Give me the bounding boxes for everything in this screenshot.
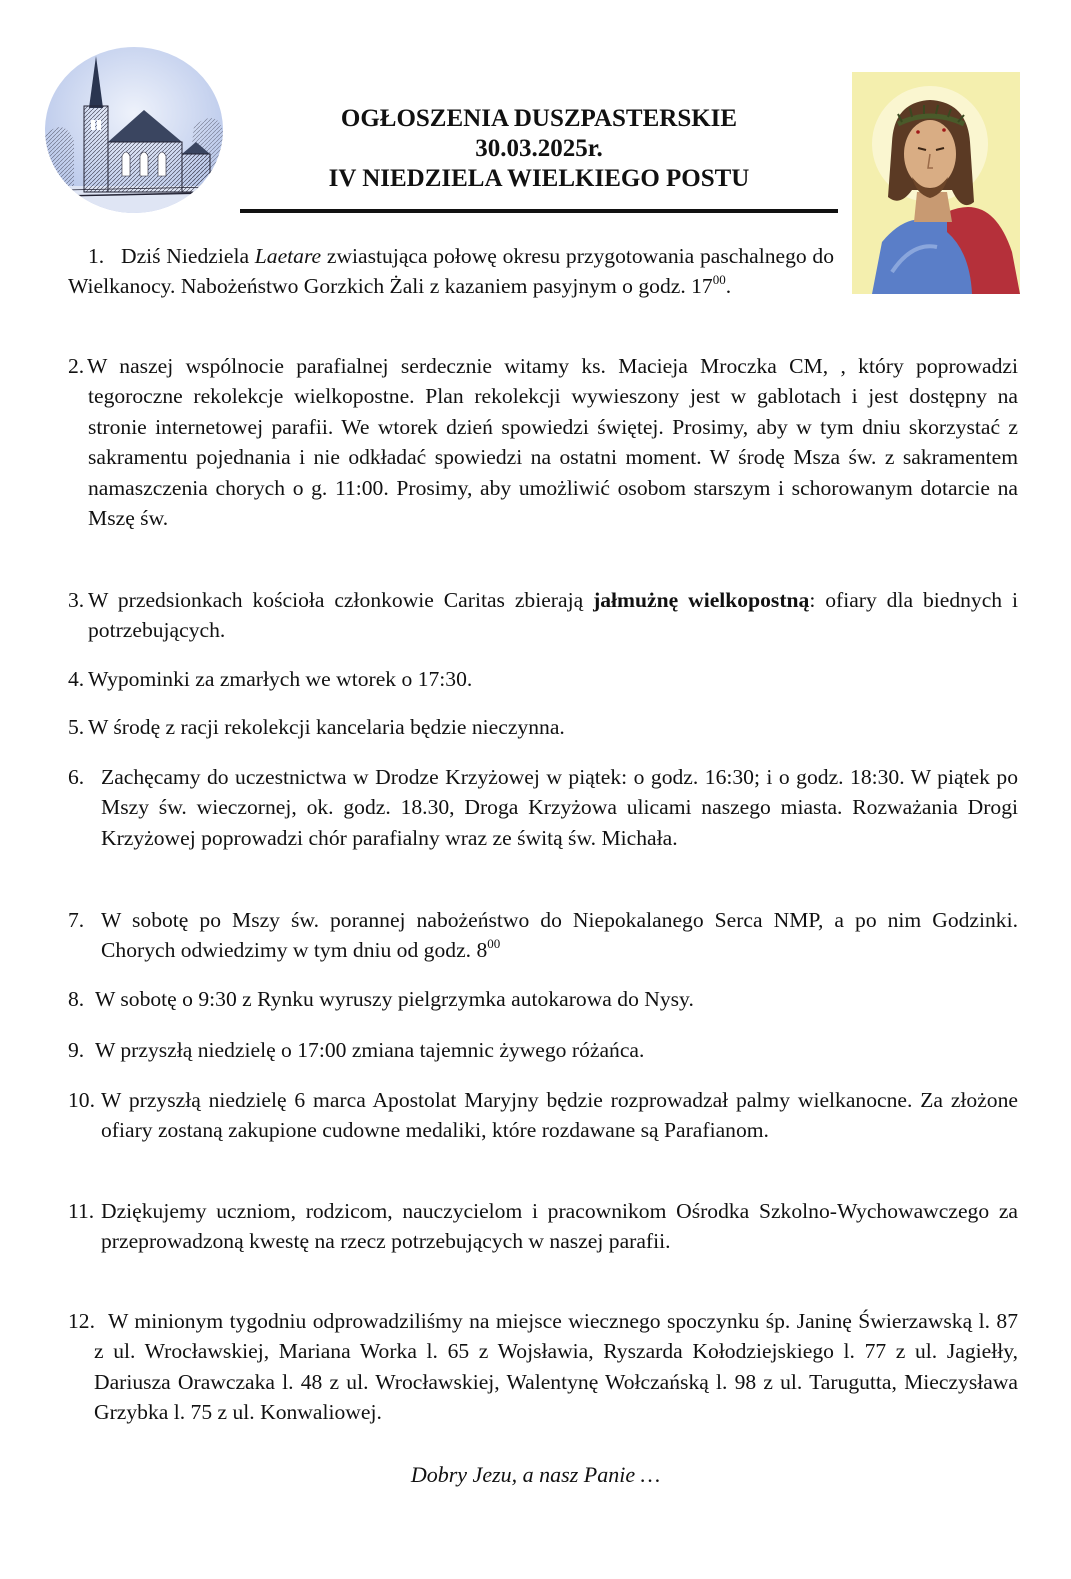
announcement-item-1: 1. Dziś Niedziela Laetare zwiastująca połowę okresu przygotowania paschalnego do Wielkanocy. Nabożeństwo Gorzkich Żali z kazaniem pasyjnym o godz. $17^{00}$. xyxy=(68,241,834,302)
item-text: W sobotę o 9:30 z Rynku wyruszy pielgrzymka autokarowa do Nysy. xyxy=(95,987,694,1011)
announcement-item-6 xyxy=(68,762,1018,853)
announcement-item-11 xyxy=(68,1196,1018,1257)
announcement-item-12 xyxy=(68,1306,1018,1428)
item-number: 12. xyxy=(68,1309,95,1333)
item-number: 5. xyxy=(68,715,85,739)
item-text: W naszej wspólnocie parafialnej serdecznie witamy ks. Macieja Mroczka CM, , który poprowadzi tegoroczne rekolekcje wielkopostne. Plan rekolekcji wywieszony jest w gablotach i jest dostępny na stronie internetowej parafii. We wtorek dzień spowiedzi świętej. Prosimy, aby w tym dniu skorzystać z sakramentu pojednania i nie odkładać spowiedzi na ostatni moment. W środę Msza św. z sakramentem namaszczenia chorych o g. 11:00. Prosimy, aby umożliwić osobom starszym i schorowanym dotarcie na Mszę św. xyxy=(87,354,1018,531)
header-subtitle: IV NIEDZIELA WIELKIEGO POSTU xyxy=(328,165,750,192)
item-number: 10. xyxy=(68,1088,95,1112)
item-number: 6. xyxy=(68,765,85,789)
announcement-item-2 xyxy=(68,351,1018,533)
item-number: 11. xyxy=(68,1199,95,1223)
announcement-item-3: 3. W przedsionkach kościoła członkowie Caritas zbierają jałmużnę wielkopostną: ofiary dla biednych i potrzebujących. xyxy=(68,585,1018,646)
jesus-crown-of-thorns-icon xyxy=(852,72,1020,294)
item-text: W minionym tygodniu odprowadziliśmy na miejsce wiecznego spoczynku śp. Janinę Świerzawską l. 87 z ul. Wrocławskiej, Mariana Worka l. 65 z Wojsławia, Ryszarda Kołodziejskiego l. 77 z ul. Jagiełły, Dariusza Orawczaka l. 48 z ul. Wrocławskiej, Walentynę Wołczańską l. 98 z ul. Tarugutta, Mieczysława Grzybka l. 75 z ul. Konwaliowej. xyxy=(94,1309,1018,1425)
header xyxy=(240,104,838,194)
item-number: 8. xyxy=(68,987,85,1011)
item-text: Wypominki za zmarłych we wtorek o 17:30. xyxy=(88,667,473,691)
item-number: 3. xyxy=(68,588,85,612)
church-engraving-icon xyxy=(44,46,224,214)
announcement-item-7: 7. W sobotę po Mszy św. porannej nabożeństwo do Niepokalanego Serca NMP, a po nim Godzinki. Chorych odwiedzimy w tym dniu od godz. $8^{00}$ xyxy=(68,905,1018,966)
closing-prayer: Dobry Jezu, a nasz Panie … xyxy=(410,1462,661,1487)
item-number: 4. xyxy=(68,667,85,691)
item-number: 1. xyxy=(88,244,105,268)
item-text: Dziękujemy uczniom, rodzicom, nauczycielom i pracownikom Ośrodka Szkolno-Wychowawczego za przeprowadzoną kwestę na rzecz potrzebujących w naszej parafii. xyxy=(101,1199,1018,1254)
header-title: OGŁOSZENIA DUSZPASTERSKIE xyxy=(340,105,738,132)
item-text: W przyszłą niedzielę 6 marca Apostolat Maryjny będzie rozprowadzał palmy wielkanocne. Za złożone ofiary zostaną zakupione cudowne medaliki, które rozdawane są Parafianom. xyxy=(101,1088,1018,1143)
header-date: 30.03.2025r. xyxy=(475,135,603,162)
announcement-item-5 xyxy=(68,712,1018,742)
item-text: W środę z racji rekolekcji kancelaria będzie nieczynna. xyxy=(88,715,565,739)
header-divider xyxy=(240,209,838,213)
announcement-item-8 xyxy=(68,984,1018,1014)
item-text: W przyszłą niedzielę o 17:00 zmiana tajemnic żywego różańca. xyxy=(95,1038,645,1062)
announcement-item-10 xyxy=(68,1085,1018,1146)
announcement-item-9 xyxy=(68,1035,1018,1065)
item-number: 9. xyxy=(68,1038,85,1062)
announcement-item-4 xyxy=(68,664,1018,694)
item-number: 2. xyxy=(68,354,85,378)
item-text: Zachęcamy do uczestnictwa w Drodze Krzyżowej w piątek: o godz. 16:30; i o godz. 18:30. W piątek po Mszy św. wieczornej, ok. godz. 18.30, Droga Krzyżowa ulicami naszego miasta. Rozważania Drogi Krzyżowej poprowadzi chór parafialny wraz ze świtą św. Michała. xyxy=(101,765,1018,850)
item-number: 7. xyxy=(68,908,85,932)
